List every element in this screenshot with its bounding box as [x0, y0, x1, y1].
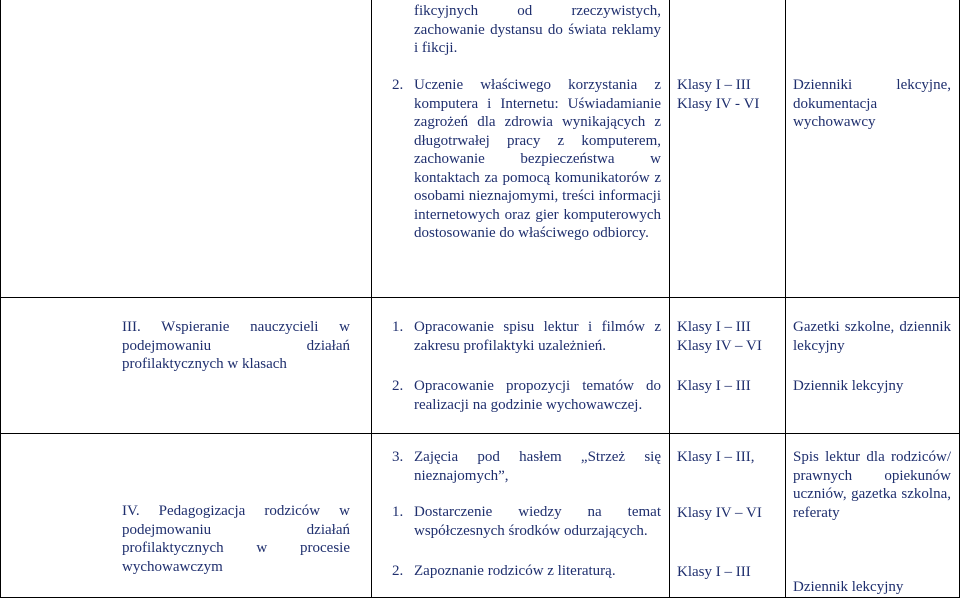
classes-cell: [677, 318, 781, 396]
method-cell-item-2: [392, 76, 661, 243]
task-text: IV. Pedagogizacja rodziców w podejmowaniu działań profilaktycznych w procesie wychowawczym: [122, 503, 350, 575]
list-text: Zajęcia pod hasłem „Strzeż się nieznajomych”,: [414, 449, 661, 484]
list-text: Zapoznanie rodziców z literaturą.: [414, 563, 616, 579]
task-cell-iv: [122, 502, 350, 576]
classes-label: Klasy IV – VI: [677, 337, 762, 354]
classes-cell: [677, 448, 781, 582]
list-number: 2.: [392, 77, 404, 93]
column-divider-1: [371, 0, 372, 598]
evidence-cell: [793, 448, 951, 522]
evidence-text: Dziennik lekcyjny: [793, 579, 904, 595]
list-text: Opracowanie spisu lektur i filmów z zakresu profilaktyki uzależnień.: [414, 319, 661, 354]
column-divider-3: [785, 0, 786, 598]
evidence-cell: [793, 578, 951, 597]
task-text: III. Wspieranie nauczycieli w podejmowaniu działań profilaktycznych w klasach: [122, 319, 350, 372]
method-cell-iv: [392, 448, 661, 581]
classes-label: Klasy IV – VI: [677, 504, 762, 521]
classes-label: Klasy I – III,: [677, 449, 755, 465]
list-number: 3.: [392, 449, 404, 465]
row-divider-2: [0, 433, 960, 434]
method-text: fikcyjnych od rzeczywistych, zachowanie dystansu do świata reklamy i fikcji.: [414, 3, 661, 56]
row-divider-1: [0, 297, 960, 298]
task-cell-iii: [122, 318, 350, 374]
evidence-cell: [793, 318, 951, 396]
classes-label: Klasy I – III: [677, 319, 751, 335]
classes-cell: [677, 76, 781, 113]
list-text: Opracowanie propozycji tematów do realizacji na godzinie wychowawczej.: [414, 378, 661, 413]
classes-label: Klasy I – III: [677, 77, 751, 93]
list-number: 1.: [392, 319, 404, 335]
evidence-text: Dzienniki lekcyjne, dokumentacja wychowawcy: [793, 77, 951, 130]
list-number: 1.: [392, 504, 404, 520]
list-number: 2.: [392, 563, 404, 579]
list-item: [392, 448, 661, 485]
list-item: [392, 503, 661, 540]
method-cell-continued: [414, 2, 661, 58]
list-text: Uczenie właściwego korzystania z komputera i Internetu: Uświadamianie zagrożeń dla zdrowia wynikających z długotrwałej pracy z komputerem, zachowanie bezpieczeństwa w kontaktach za pomocą komunikatorów z osobami nieznajomymi, treści informacji internetowych oraz gier komputerowych dostosowanie do właściwego odbiorcy.: [414, 77, 661, 241]
list-item: [392, 562, 661, 581]
classes-label: Klasy I – III: [677, 564, 751, 580]
column-divider-2: [669, 0, 670, 598]
classes-label: Klasy IV - VI: [677, 95, 760, 112]
table-border-left: [0, 0, 1, 598]
evidence-text: Dziennik lekcyjny: [793, 378, 904, 394]
evidence-text: Spis lektur dla rodziców/ prawnych opiekunów uczniów, gazetka szkolna, referaty: [793, 449, 951, 521]
list-item: [392, 76, 661, 243]
evidence-cell: [793, 76, 951, 132]
method-cell-iii: [392, 318, 661, 414]
list-item: [392, 318, 661, 355]
list-text: Dostarczenie wiedzy na temat współczesnych środków odurzających.: [414, 504, 661, 539]
list-item: [392, 377, 661, 414]
evidence-text: Gazetki szkolne, dziennik lekcyjny: [793, 319, 951, 354]
classes-label: Klasy I – III: [677, 378, 751, 394]
list-number: 2.: [392, 378, 404, 394]
